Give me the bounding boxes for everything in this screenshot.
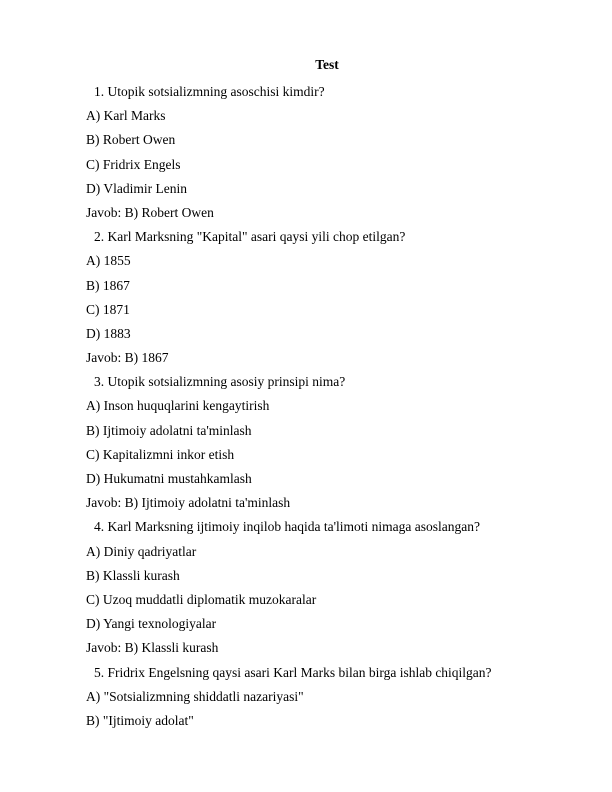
question-3-option-d: D) Hukumatni mustahkamlash — [86, 471, 252, 486]
question-5-option-a: A) "Sotsializmning shiddatli nazariyasi" — [86, 688, 304, 704]
question-2-option-a: A) 1855 — [86, 253, 131, 269]
question-5: 5. Fridrix Engelsning qaysi asari Karl Marks bilan birga ishlab chiqilgan? — [94, 664, 492, 680]
question-4-option-a: A) Diniy qadriyatlar — [86, 543, 197, 559]
question-1-answer: Javob: B) Robert Owen — [86, 204, 214, 220]
question-1-option-c: C) Fridrix Engels — [86, 156, 181, 172]
document-title: Test — [315, 57, 339, 72]
question-3-option-b: B) Ijtimoiy adolatni ta'minlash — [86, 422, 252, 438]
question-2-option-c: C) 1871 — [86, 301, 130, 317]
question-2-answer: Javob: B) 1867 — [86, 350, 169, 366]
question-4-answer: Javob: B) Klassli kurash — [86, 640, 219, 656]
question-1-option-d: D) Vladimir Lenin — [86, 180, 187, 196]
test-content — [86, 80, 586, 733]
question-3-option-a: A) Inson huquqlarini kengaytirish — [86, 398, 270, 414]
question-4-option-c: C) Uzoq muddatli diplomatik muzokaralar — [86, 591, 317, 607]
question-3-answer: Javob: B) Ijtimoiy adolatni ta'minlash — [86, 495, 291, 511]
question-5-option-b: B) "Ijtimoiy adolat" — [86, 712, 194, 728]
question-2: 2. Karl Marksning "Kapital" asari qaysi yili chop etilgan? — [94, 229, 406, 245]
question-1-option-b: B) Robert Owen — [86, 132, 176, 148]
question-3: 3. Utopik sotsializmning asosiy prinsipi nima? — [94, 374, 346, 390]
question-3-option-c: C) Kapitalizmni inkor etish — [86, 446, 235, 462]
question-4: 4. Karl Marksning ijtimoiy inqilob haqida ta'limoti nimaga asoslangan? — [94, 519, 480, 535]
question-2-option-d: D) 1883 — [86, 325, 131, 341]
question-4-option-b: B) Klassli kurash — [86, 567, 180, 583]
question-2-option-b: B) 1867 — [86, 277, 130, 293]
question-1-option-a: A) Karl Marks — [86, 108, 166, 124]
question-1: 1. Utopik sotsializmning asoschisi kimdir? — [94, 84, 325, 99]
question-4-option-d: D) Yangi texnologiyalar — [86, 616, 217, 632]
